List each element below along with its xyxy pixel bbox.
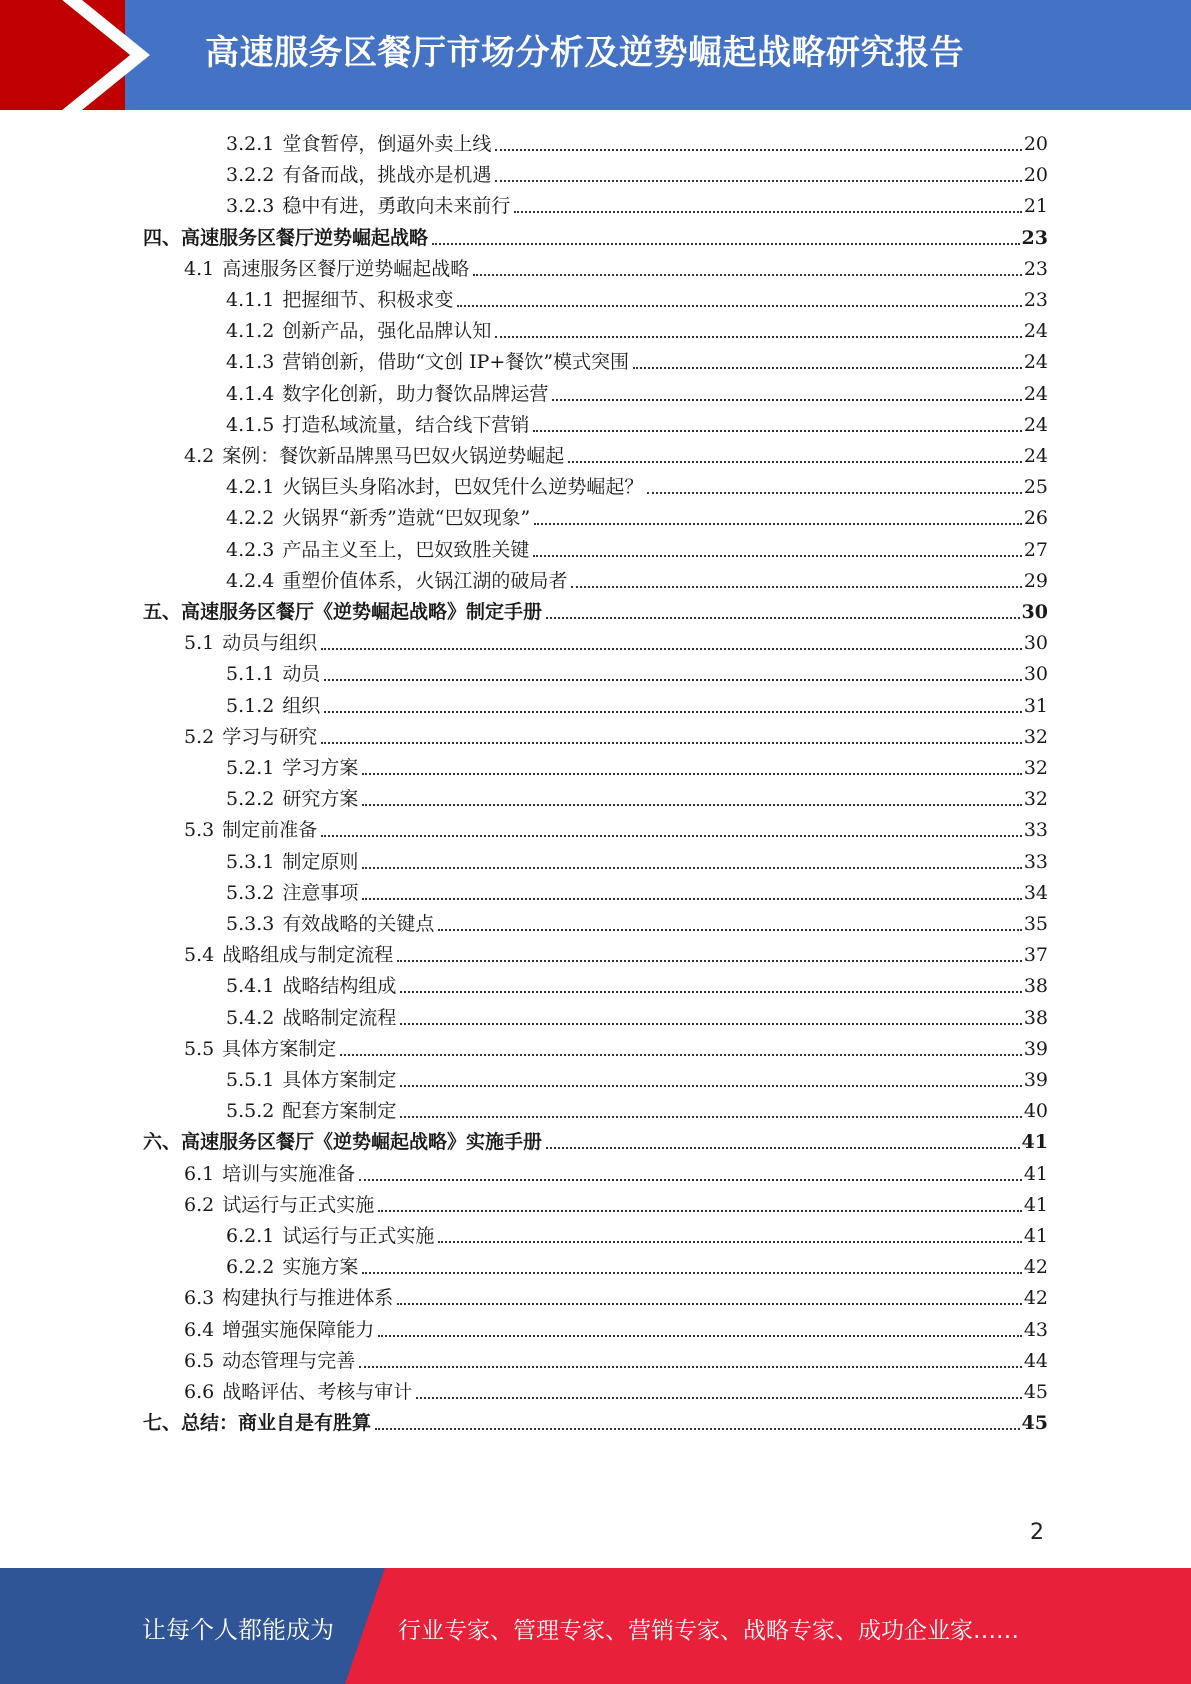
toc-entry-number: 5.2: [184, 725, 215, 748]
toc-dot-leader: [438, 929, 1021, 931]
toc-entry-title: 动态管理与完善: [222, 1349, 356, 1372]
toc-entry-title: 战略制定流程: [282, 1006, 397, 1029]
toc-entry-page: 30: [1021, 601, 1048, 623]
toc-entry-number: 4.1.4: [226, 382, 275, 405]
toc-entry-number: 4.2.4: [226, 569, 275, 592]
toc-entry[interactable]: [226, 345, 1048, 376]
toc-entry-title: 把握细节、积极求变: [282, 289, 454, 311]
toc-entry-number: 6.3: [184, 1287, 215, 1310]
toc-entry-number: 4.2.3: [226, 538, 275, 561]
toc-entry-title: 动员: [282, 663, 321, 686]
toc-entry-number: 6.4: [184, 1318, 215, 1341]
toc-dot-leader: [533, 555, 1021, 557]
toc-entry[interactable]: [226, 1001, 1048, 1032]
toc-entry[interactable]: [226, 782, 1048, 813]
toc-entry-title: 有备而战，挑战亦是机遇: [282, 164, 492, 187]
toc-entry-title: 学习与研究: [222, 725, 318, 748]
toc-entry-title: 动员与组织: [222, 632, 318, 655]
toc-entry[interactable]: [184, 1375, 1048, 1406]
toc-entry-page: 41: [1021, 1131, 1048, 1154]
toc-entry-title: 战略评估、考核与审计: [222, 1381, 413, 1403]
toc-entry-title: 培训与实施准备: [222, 1162, 356, 1185]
toc-entry-title: 战略组成与制定流程: [222, 944, 394, 967]
toc-entry-number: 5.3.3: [226, 913, 275, 935]
toc-entry-title: 四、高速服务区餐厅逆势崛起战略: [143, 226, 429, 249]
toc-entry[interactable]: [226, 377, 1048, 408]
toc-entry-number: 3.2.1: [226, 133, 275, 155]
toc-entry[interactable]: [184, 813, 1048, 844]
toc-entry-title: 制定前准备: [222, 819, 318, 842]
toc-entry-title: 六、高速服务区餐厅《逆势崛起战略》实施手册: [143, 1131, 543, 1154]
toc-entry-page: 43: [1023, 1318, 1048, 1341]
toc-entry-number: 4.1.2: [226, 320, 275, 343]
toc-entry[interactable]: [184, 1032, 1048, 1063]
toc-entry-title: 五、高速服务区餐厅《逆势崛起战略》制定手册: [143, 601, 543, 623]
toc-entry-title: 试运行与正式实施: [222, 1193, 375, 1216]
toc-entry-page: 31: [1023, 694, 1048, 717]
toc-entry-number: 6.2.2: [226, 1256, 275, 1279]
toc-dot-leader: [552, 399, 1021, 401]
toc-dot-leader: [633, 367, 1022, 369]
toc-dot-leader: [457, 305, 1021, 307]
toc-entry[interactable]: [226, 751, 1048, 782]
toc-entry-page: 35: [1023, 913, 1048, 935]
toc-entry-page: 44: [1023, 1349, 1048, 1372]
toc-dot-leader: [400, 1116, 1021, 1118]
toc-entry-number: 5.5.1: [226, 1069, 275, 1091]
toc-entry-number: 6.2: [184, 1193, 215, 1216]
toc-dot-leader: [400, 991, 1021, 993]
toc-entry-number: 5.1.1: [226, 663, 275, 686]
toc-entry-number: 3.2.3: [226, 195, 275, 218]
toc-entry-page: 45: [1021, 1412, 1048, 1435]
toc-entry-number: 4.2.2: [226, 507, 275, 530]
toc-entry-page: 24: [1023, 382, 1048, 405]
toc-entry-number: 4.1.3: [226, 351, 275, 374]
toc-entry-page: 30: [1023, 632, 1048, 655]
toc-dot-leader: [400, 1023, 1021, 1025]
toc-entry-page: 41: [1023, 1225, 1048, 1247]
toc-entry[interactable]: [143, 595, 1048, 626]
toc-entry-page: 24: [1023, 413, 1048, 436]
toc-dot-leader: [438, 1241, 1021, 1243]
toc-entry[interactable]: [226, 1063, 1048, 1094]
toc-entry-page: 38: [1023, 975, 1048, 998]
toc-entry[interactable]: [226, 907, 1048, 938]
toc-entry-title: 数字化创新，助力餐饮品牌运营: [282, 382, 549, 405]
toc-entry-title: 配套方案制定: [282, 1100, 397, 1123]
toc-entry-page: 24: [1023, 351, 1048, 374]
toc-entry-number: 5.4.2: [226, 1006, 275, 1029]
toc-entry-page: 23: [1021, 226, 1048, 249]
toc-dot-leader: [432, 243, 1020, 245]
toc-entry-title: 火锅巨头身陷冰封，巴奴凭什么逆势崛起？: [282, 476, 644, 499]
toc-entry-page: 41: [1023, 1193, 1048, 1216]
toc-entry-page: 23: [1023, 289, 1048, 311]
toc-entry-page: 32: [1023, 725, 1048, 748]
toc-entry-number: 4.1.5: [226, 413, 275, 436]
report-title: 高速服务区餐厅市场分析及逆势崛起战略研究报告: [205, 33, 964, 73]
toc-entry[interactable]: [184, 1157, 1048, 1188]
toc-entry-title: 高速服务区餐厅逆势崛起战略: [222, 257, 470, 280]
toc-entry-title: 构建执行与推进体系: [222, 1287, 394, 1310]
toc-entry-number: 5.3: [184, 819, 215, 842]
toc-entry-title: 七、总结：商业自是有胜算: [143, 1412, 372, 1435]
toc-entry-page: 21: [1023, 195, 1048, 218]
toc-entry[interactable]: [226, 689, 1048, 720]
toc-dot-leader: [473, 274, 1022, 276]
toc-entry[interactable]: [226, 876, 1048, 907]
toc-entry[interactable]: [143, 1406, 1048, 1437]
toc-entry-page: 42: [1023, 1256, 1048, 1279]
toc-entry-page: 20: [1023, 164, 1048, 187]
toc-entry[interactable]: [226, 1094, 1048, 1125]
toc-entry[interactable]: [226, 1219, 1048, 1250]
toc-dot-leader: [324, 711, 1021, 713]
toc-entry-title: 案例：餐饮新品牌黑马巴奴火锅逆势崛起: [222, 445, 565, 467]
toc-entry[interactable]: [184, 938, 1048, 969]
toc-entry-title: 战略结构组成: [282, 975, 397, 998]
toc-dot-leader: [362, 804, 1021, 806]
toc-dot-leader: [495, 149, 1021, 151]
toc-entry-title: 注意事项: [282, 881, 359, 904]
toc-entry[interactable]: [226, 1250, 1048, 1281]
toc-entry-title: 火锅界“新秀”造就“巴奴现象”: [282, 507, 531, 530]
toc-entry-number: 6.5: [184, 1349, 215, 1372]
toc-entry[interactable]: [226, 845, 1048, 876]
toc-entry-title: 有效战略的关键点: [282, 913, 435, 935]
toc-entry-number: 5.3.1: [226, 850, 275, 873]
toc-entry[interactable]: [226, 127, 1048, 158]
footer-slogan-left: 让每个人都能成为: [142, 1616, 334, 1644]
toc-dot-leader: [568, 461, 1022, 463]
toc-entry-page: 29: [1023, 569, 1048, 592]
toc-dot-leader: [321, 742, 1022, 744]
toc-entry-number: 5.2.1: [226, 757, 275, 779]
toc-entry[interactable]: [143, 221, 1048, 252]
toc-dot-leader: [546, 1147, 1020, 1149]
toc-dot-leader: [495, 336, 1021, 338]
toc-entry-title: 产品主义至上，巴奴致胜关键: [282, 538, 530, 561]
toc-entry-page: 37: [1023, 944, 1048, 967]
toc-entry[interactable]: [226, 314, 1048, 345]
toc-entry-title: 实施方案: [282, 1256, 359, 1279]
footer-bar: [0, 1568, 1191, 1684]
toc-entry-title: 稳中有进，勇敢向未来前行: [282, 195, 511, 218]
page-number: 2: [1030, 1520, 1044, 1545]
toc-entry-page: 32: [1023, 788, 1048, 811]
toc-entry-number: 5.4.1: [226, 975, 275, 998]
header-chevron-icon: [0, 0, 150, 110]
toc-entry-title: 具体方案制定: [222, 1037, 337, 1060]
toc-entry[interactable]: [184, 1313, 1048, 1344]
toc-entry[interactable]: [184, 1344, 1048, 1375]
toc-entry-title: 学习方案: [282, 757, 359, 779]
toc-dot-leader: [534, 523, 1022, 525]
toc-entry[interactable]: [226, 158, 1048, 189]
toc-dot-leader: [533, 430, 1021, 432]
toc-dot-leader: [359, 1366, 1022, 1368]
toc-dot-leader: [416, 1397, 1022, 1399]
toc-entry-page: 34: [1023, 881, 1048, 904]
toc-entry-title: 研究方案: [282, 788, 359, 811]
toc-entry[interactable]: [226, 283, 1048, 314]
toc-entry-number: 5.5: [184, 1037, 215, 1060]
toc-entry-page: 45: [1023, 1381, 1048, 1403]
toc-entry-number: 5.4: [184, 944, 215, 967]
toc-dot-leader: [362, 773, 1021, 775]
toc-dot-leader: [378, 1210, 1022, 1212]
toc-dot-leader: [400, 1085, 1021, 1087]
toc-entry[interactable]: [143, 1125, 1048, 1156]
toc-entry[interactable]: [184, 439, 1048, 470]
toc-entry[interactable]: [184, 252, 1048, 283]
toc-entry-number: 4.1: [184, 257, 215, 280]
toc-entry-title: 制定原则: [282, 850, 359, 873]
toc-dot-leader: [362, 867, 1021, 869]
toc-entry-page: 30: [1023, 663, 1048, 686]
toc-dot-leader: [647, 492, 1021, 494]
toc-dot-leader: [340, 1054, 1022, 1056]
toc-entry-page: 24: [1023, 445, 1048, 467]
footer-slogan-right: 行业专家、管理专家、营销专家、战略专家、成功企业家……: [398, 1618, 1019, 1644]
toc-entry-number: 5.5.2: [226, 1100, 275, 1123]
toc-entry-page: 41: [1023, 1162, 1048, 1185]
toc-entry-number: 6.6: [184, 1381, 215, 1403]
toc-entry-number: 5.1.2: [226, 694, 275, 717]
toc-dot-leader: [362, 898, 1021, 900]
toc-dot-leader: [495, 180, 1021, 182]
toc-entry[interactable]: [226, 657, 1048, 688]
toc-entry[interactable]: [226, 564, 1048, 595]
toc-entry-page: 33: [1023, 819, 1048, 842]
toc-entry-number: 4.2.1: [226, 476, 275, 499]
toc-entry-page: 39: [1023, 1037, 1048, 1060]
toc-entry-title: 组织: [282, 694, 321, 717]
toc-entry-title: 具体方案制定: [282, 1069, 397, 1091]
toc-entry-number: 5.3.2: [226, 881, 275, 904]
toc-dot-leader: [359, 1179, 1022, 1181]
toc-dot-leader: [514, 211, 1021, 213]
toc-entry[interactable]: [226, 408, 1048, 439]
toc-entry-page: 38: [1023, 1006, 1048, 1029]
toc-dot-leader: [324, 679, 1021, 681]
toc-entry[interactable]: [226, 470, 1048, 501]
toc-dot-leader: [571, 586, 1021, 588]
toc-dot-leader: [546, 617, 1020, 619]
toc-entry-number: 6.1: [184, 1162, 215, 1185]
toc-entry-title: 堂食暂停，倒逼外卖上线: [282, 133, 492, 155]
toc-entry-title: 增强实施保障能力: [222, 1318, 375, 1341]
toc-entry-title: 打造私域流量，结合线下营销: [282, 413, 530, 436]
toc-entry-page: 33: [1023, 850, 1048, 873]
toc-entry-page: 42: [1023, 1287, 1048, 1310]
toc-entry-number: 6.2.1: [226, 1225, 275, 1247]
toc-entry-title: 重塑价值体系，火锅江湖的破局者: [282, 569, 568, 592]
toc-dot-leader: [375, 1428, 1020, 1430]
toc-entry-page: 20: [1023, 133, 1048, 155]
toc-entry[interactable]: [226, 969, 1048, 1000]
toc-entry-page: 39: [1023, 1069, 1048, 1091]
toc-dot-leader: [378, 1335, 1022, 1337]
toc-entry-page: 32: [1023, 757, 1048, 779]
toc-entry-page: 24: [1023, 320, 1048, 343]
toc-entry-title: 创新产品，强化品牌认知: [282, 320, 492, 343]
toc-dot-leader: [397, 960, 1022, 962]
toc-entry-number: 5.1: [184, 632, 215, 655]
toc-entry[interactable]: [226, 189, 1048, 220]
toc-entry-page: 23: [1023, 257, 1048, 280]
toc-entry-number: 4.1.1: [226, 289, 275, 311]
toc-entry[interactable]: [226, 501, 1048, 532]
toc-entry-title: 试运行与正式实施: [282, 1225, 435, 1247]
toc-dot-leader: [321, 648, 1022, 650]
toc-entry[interactable]: [226, 533, 1048, 564]
toc-entry-number: 4.2: [184, 445, 215, 467]
toc-entry-number: 5.2.2: [226, 788, 275, 811]
toc-dot-leader: [362, 1272, 1021, 1274]
toc-entry[interactable]: [184, 720, 1048, 751]
toc-entry[interactable]: [184, 1188, 1048, 1219]
header-bar: [0, 0, 1191, 110]
toc-entry-title: 营销创新，借助“文创 IP+餐饮”模式突围: [282, 351, 630, 374]
toc-entry[interactable]: [184, 1281, 1048, 1312]
toc-entry-page: 27: [1023, 538, 1048, 561]
toc-dot-leader: [321, 835, 1022, 837]
toc-entry-page: 25: [1023, 476, 1048, 499]
toc-entry-number: 3.2.2: [226, 164, 275, 187]
toc-entry[interactable]: [184, 626, 1048, 657]
toc-dot-leader: [397, 1303, 1022, 1305]
toc-entry-page: 40: [1023, 1100, 1048, 1123]
toc-entry-page: 26: [1023, 507, 1048, 530]
